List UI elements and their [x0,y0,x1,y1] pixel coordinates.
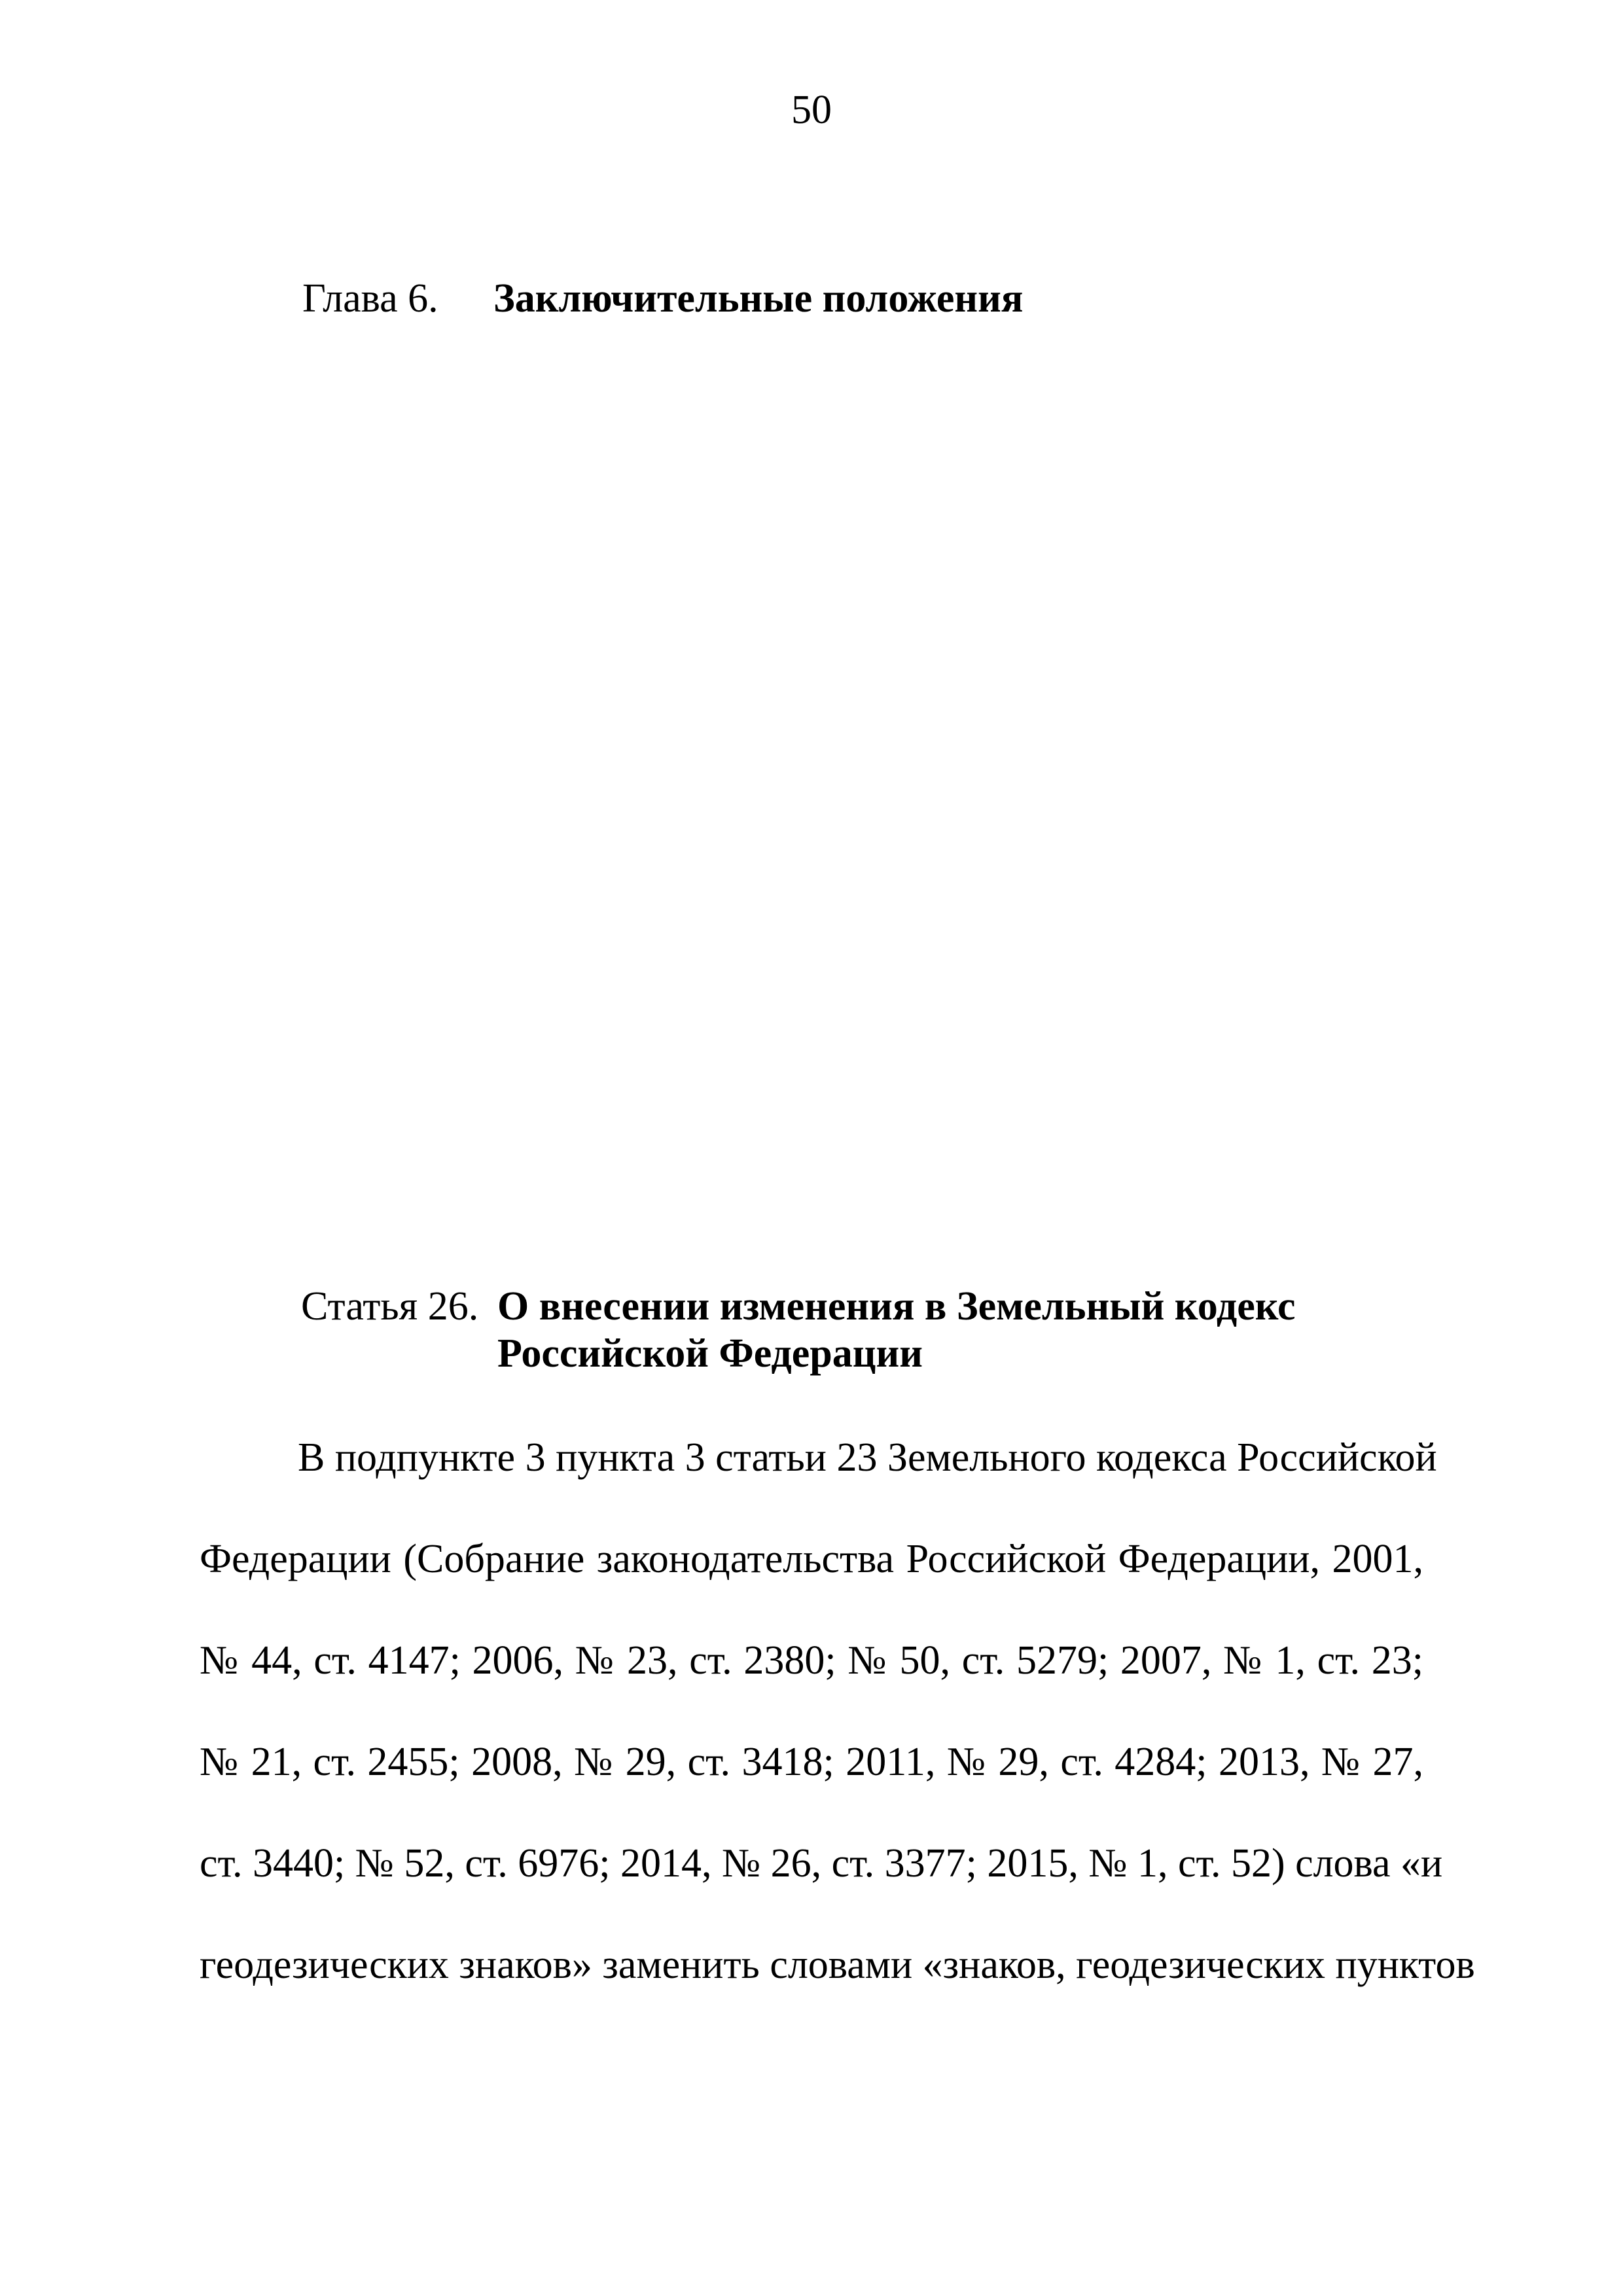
page-number: 50 [791,88,832,132]
chapter-heading [302,275,1415,327]
body-line: ст. 3440; № 52, ст. 6976; 2014, № 26, ст. 3377; 2015, № 1, ст. 52) слова «и [200,1841,1443,1886]
body-line: геодезических знаков» заменить словами «знаков, геодезических пунктов [200,1943,1475,1987]
body-line: Федерации (Собрание законодательства Российской Федерации, 2001, [200,1537,1423,1581]
article-title-line-2: Российской Федерации [497,1331,923,1376]
article-heading [301,1283,1414,1388]
article-title [497,1283,1296,1377]
article-title-line-1: О внесении изменения в Земельный кодекс [497,1284,1296,1329]
chapter-label: Глава 6. [302,276,438,321]
body-line: № 21, ст. 2455; 2008, № 29, ст. 3418; 2011, № 29, ст. 4284; 2013, № 27, [200,1740,1423,1784]
body-line: № 44, ст. 4147; 2006, № 23, ст. 2380; № 50, ст. 5279; 2007, № 1, ст. 23; [200,1638,1423,1683]
chapter-title: Заключительные положения [493,276,1024,321]
body-line: В подпункте 3 пункта 3 статьи 23 Земельного кодекса Российской [298,1435,1437,1480]
article-label: Статья 26. [301,1284,479,1329]
article-body [200,1407,1475,2016]
